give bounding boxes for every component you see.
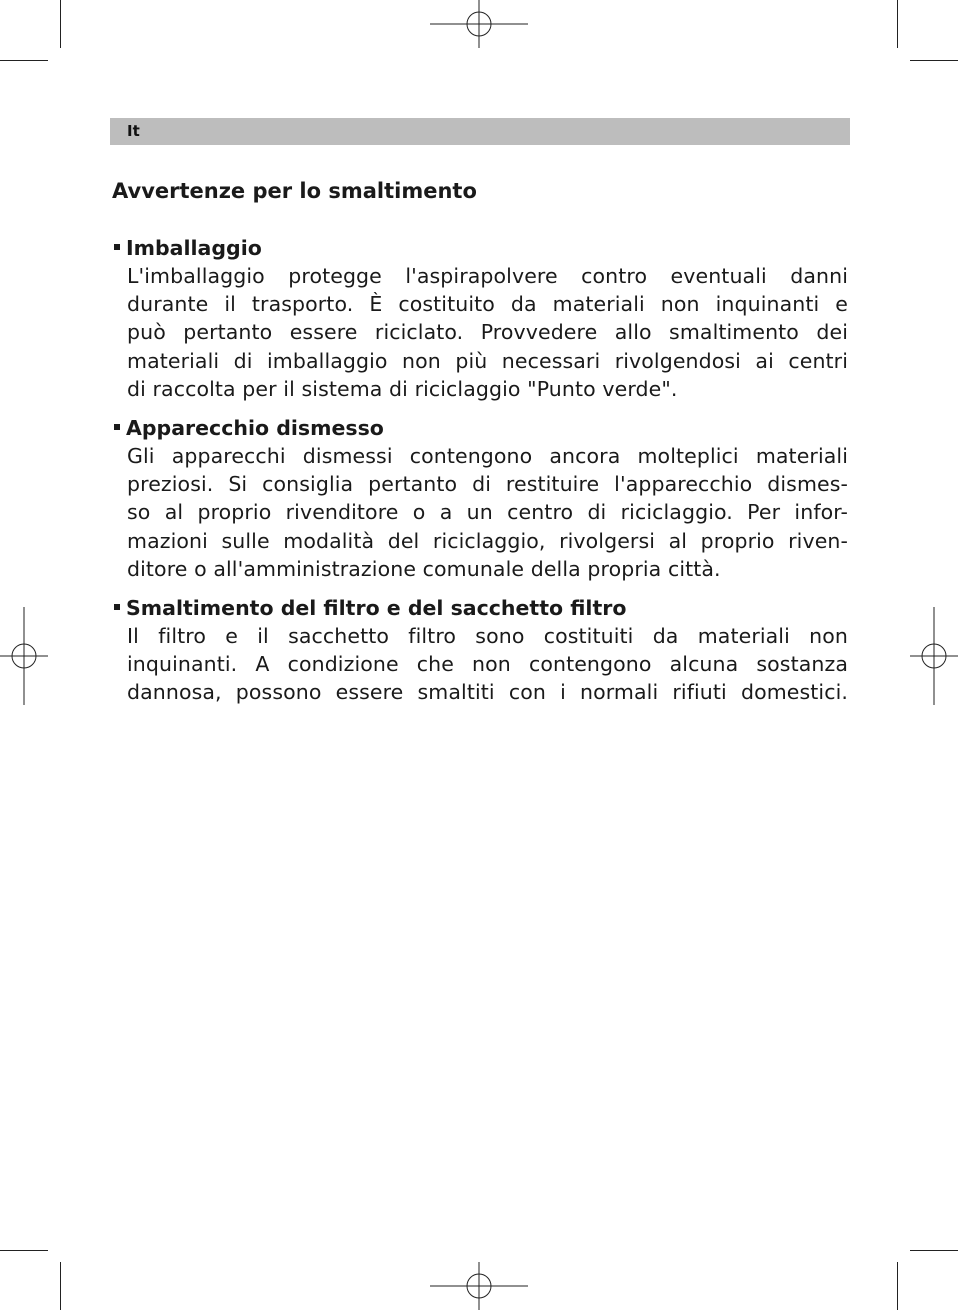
bullet-icon — [114, 244, 120, 250]
section-imballaggio — [112, 234, 848, 403]
language-tag: It — [127, 122, 140, 140]
text-line: durante il trasporto. È costituito da materiali non inquinanti e — [127, 292, 848, 317]
crop-mark-top-left-horizontal — [0, 60, 48, 61]
text-line: mazioni sulle modalità del riciclaggio, rivolgersi al proprio riven- — [127, 528, 848, 553]
section-heading — [112, 414, 848, 442]
bullet-icon — [114, 604, 120, 610]
section-apparecchio-dismesso — [112, 414, 848, 583]
text-line: inquinanti. A condizione che non contengono alcuna sostanza — [127, 652, 848, 677]
section-body — [112, 262, 848, 403]
crop-mark-bottom-right-horizontal — [910, 1250, 958, 1251]
section-smaltimento-filtro — [112, 594, 848, 707]
text-line: dannosa, possono essere smaltiti con i normali rifiuti domestici. — [127, 680, 848, 705]
registration-mark-top — [430, 0, 528, 48]
section-body — [112, 622, 848, 707]
text-line: Gli apparecchi dismessi contengono ancora molteplici materiali — [127, 444, 848, 468]
section-body — [112, 442, 848, 583]
section-heading-label: Smaltimento del filtro e del sacchetto filtro — [126, 596, 627, 620]
crop-mark-top-right-horizontal — [910, 60, 958, 61]
section-heading-label: Imballaggio — [126, 236, 262, 260]
crop-mark-top-right-vertical — [897, 0, 898, 48]
language-header-bar — [110, 118, 850, 145]
crop-mark-bottom-left-vertical — [60, 1262, 61, 1310]
text-line: ditore o all'amministrazione comunale della propria città. — [127, 556, 721, 581]
text-line: materiali di imballaggio non più necessari rivolgendosi ai centri — [127, 348, 848, 373]
section-heading-label: Apparecchio dismesso — [126, 416, 384, 440]
registration-mark-left — [0, 607, 48, 705]
text-line: L'imballaggio protegge l'aspirapolvere contro eventuali danni — [127, 264, 848, 288]
section-heading — [112, 234, 848, 262]
text-line: di raccolta per il sistema di riciclaggio "Punto verde". — [127, 376, 678, 401]
page-title: Avvertenze per lo smaltimento — [112, 179, 477, 203]
crop-mark-bottom-right-vertical — [897, 1262, 898, 1310]
bullet-icon — [114, 424, 120, 430]
text-line: so al proprio rivenditore o a un centro di riciclaggio. Per infor- — [127, 500, 848, 525]
text-line: Il filtro e il sacchetto filtro sono costituiti da materiali non — [127, 624, 848, 648]
crop-mark-bottom-left-horizontal — [0, 1250, 48, 1251]
text-line: preziosi. Si consiglia pertanto di restituire l'apparecchio dismes- — [127, 472, 848, 497]
crop-mark-top-left-vertical — [60, 0, 61, 48]
text-line: può pertanto essere riciclato. Provvedere allo smaltimento dei — [127, 320, 848, 345]
registration-mark-bottom — [430, 1262, 528, 1310]
section-heading — [112, 594, 848, 622]
registration-mark-right — [910, 607, 958, 705]
